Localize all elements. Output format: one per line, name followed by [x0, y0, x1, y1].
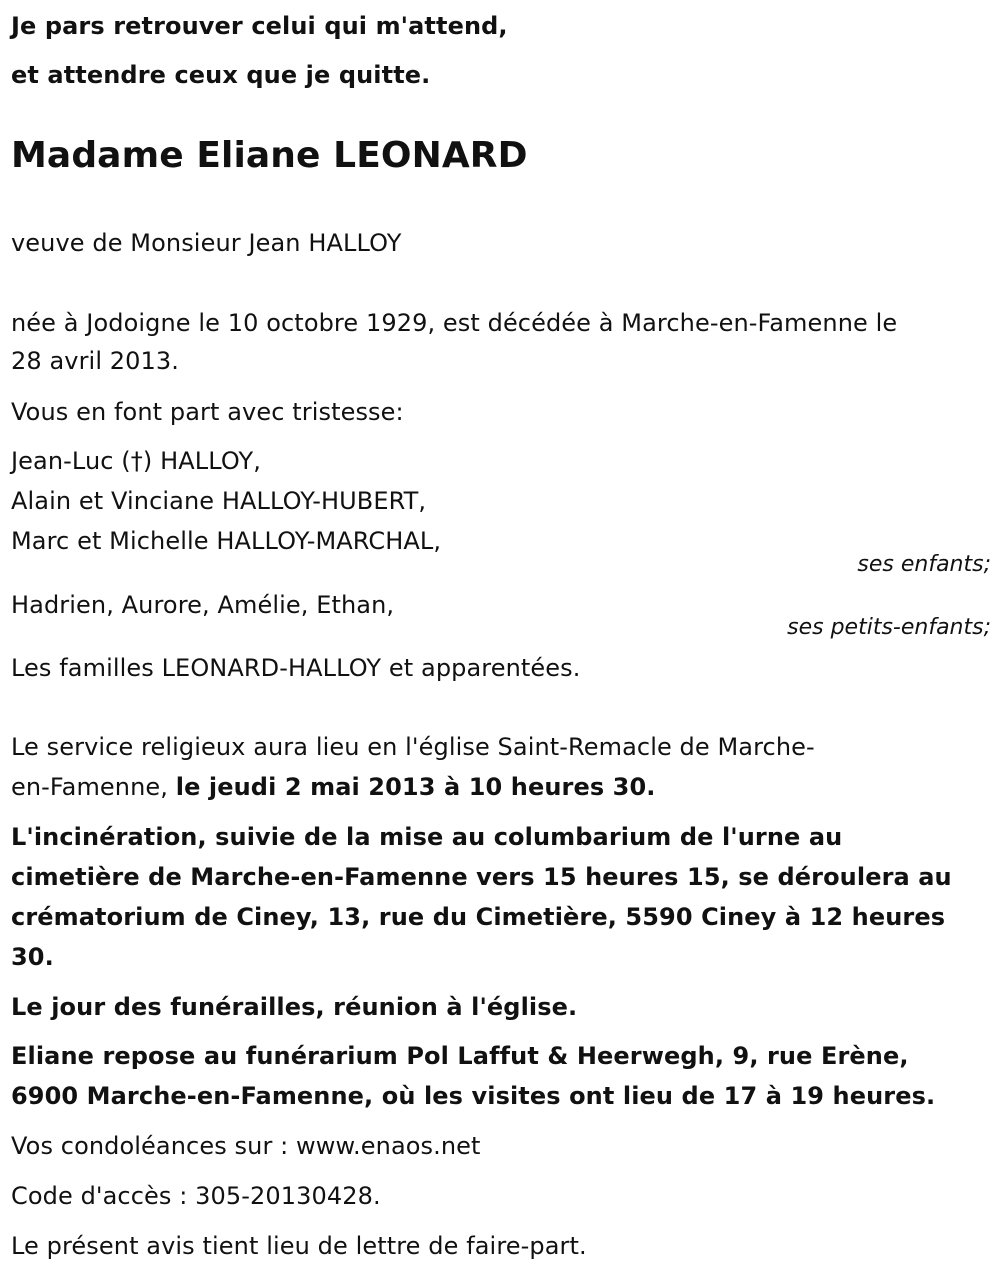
incineration-line-4: 30. [11, 943, 54, 971]
birth-death-line-1: née à Jodoigne le 10 octobre 1929, est décédée à Marche-en-Famenne le [11, 309, 898, 337]
birth-death-line-2: 28 avril 2013. [11, 347, 180, 375]
families: Les familles LEONARD-HALLOY et apparentées. [11, 654, 581, 682]
funerarium-line-1: Eliane repose au funérarium Pol Laffut & Heerwegh, 9, rue Erène, [11, 1042, 909, 1070]
epigraph-line-2: et attendre ceux que je quitte. [11, 61, 431, 89]
service-line-2 [11, 772, 655, 802]
access-code: Code d'accès : 305-20130428. [11, 1182, 381, 1210]
child-3: Marc et Michelle HALLOY-MARCHAL, [11, 527, 442, 555]
deceased-name: Madame Eliane LEONARD [11, 135, 528, 176]
child-1-suffix: ) HALLOY, [142, 447, 262, 475]
grandchildren-names: Hadrien, Aurore, Amélie, Ethan, [11, 591, 395, 619]
cross-icon: † [130, 447, 143, 475]
announcement: Vous en font part avec tristesse: [11, 398, 404, 426]
widow-of: veuve de Monsieur Jean HALLOY [11, 229, 402, 257]
child-1-prefix: Jean-Luc ( [11, 447, 131, 475]
service-line-2-prefix: en-Famenne, [11, 773, 176, 801]
notice: Le présent avis tient lieu de lettre de faire-part. [11, 1232, 587, 1260]
incineration-line-3: crématorium de Ciney, 13, rue du Cimetière, 5590 Ciney à 12 heures [11, 903, 946, 931]
epigraph-line-1: Je pars retrouver celui qui m'attend, [11, 12, 508, 40]
service-line-1: Le service religieux aura lieu en l'église Saint-Remacle de Marche- [11, 733, 815, 761]
grandchildren-label: ses petits-enfants; [787, 615, 991, 640]
incineration-line-1: L'incinération, suivie de la mise au columbarium de l'urne au [11, 823, 843, 851]
reunion: Le jour des funérailles, réunion à l'église. [11, 993, 578, 1021]
child-1 [11, 446, 261, 476]
condolences: Vos condoléances sur : www.enaos.net [11, 1132, 481, 1160]
child-2: Alain et Vinciane HALLOY-HUBERT, [11, 487, 427, 515]
service-date: le jeudi 2 mai 2013 à 10 heures 30. [175, 773, 656, 801]
funerarium-line-2: 6900 Marche-en-Famenne, où les visites ont lieu de 17 à 19 heures. [11, 1082, 936, 1110]
children-label: ses enfants; [857, 552, 991, 577]
incineration-line-2: cimetière de Marche-en-Famenne vers 15 heures 15, se déroulera au [11, 863, 952, 891]
